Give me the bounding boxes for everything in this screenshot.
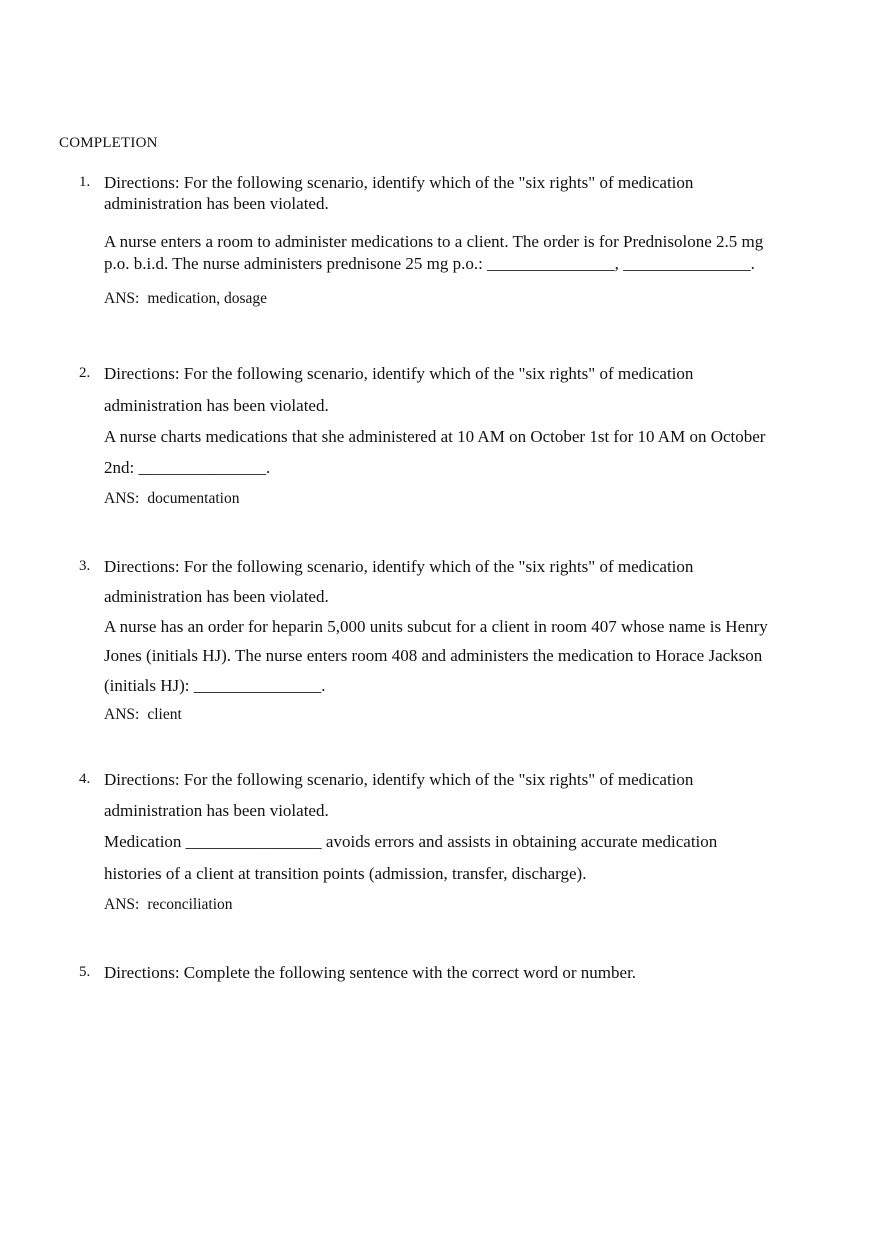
scenario-text-line: 2nd: _______________. <box>104 458 271 477</box>
question-number: 3. <box>79 558 91 574</box>
scenario-text-line: Jones (initials HJ). The nurse enters room 408 and administers the medication to Horace Jackson <box>104 646 763 665</box>
question-text-line: Directions: For the following scenario, identify which of the "six rights" of medication <box>104 557 694 576</box>
question-number: 5. <box>79 964 91 980</box>
answer-label: ANS: <box>104 706 140 723</box>
answer-label: ANS: <box>104 490 140 507</box>
question-text-line: administration has been violated. <box>104 396 329 415</box>
question-text-line: administration has been violated. <box>104 194 329 213</box>
question-text-line: Directions: For the following scenario, identify which of the "six rights" of medication <box>104 770 694 789</box>
answer-value: documentation <box>147 490 240 507</box>
answer-value: client <box>147 706 182 723</box>
answer-line <box>104 290 267 308</box>
question-text-line: Directions: Complete the following sentence with the correct word or number. <box>104 963 637 982</box>
section-heading: COMPLETION <box>59 135 158 151</box>
scenario-text-line: (initials HJ): _______________. <box>104 676 326 695</box>
answer-line <box>104 706 182 724</box>
answer-line <box>104 490 239 508</box>
question-number: 2. <box>79 365 91 381</box>
scenario-text-line: A nurse charts medications that she administered at 10 AM on October 1st for 10 AM on October <box>104 427 766 446</box>
answer-label: ANS: <box>104 290 140 307</box>
question-text-line: administration has been violated. <box>104 801 329 820</box>
scenario-text-line: Medication ________________ avoids errors and assists in obtaining accurate medication <box>104 832 718 851</box>
question-number: 1. <box>79 174 91 190</box>
question-number: 4. <box>79 771 91 787</box>
answer-value: reconciliation <box>147 896 233 913</box>
answer-value: medication, dosage <box>147 290 267 307</box>
answer-label: ANS: <box>104 896 140 913</box>
question-text-line: administration has been violated. <box>104 587 329 606</box>
scenario-text-line: histories of a client at transition points (admission, transfer, discharge). <box>104 864 587 883</box>
question-text-line: Directions: For the following scenario, identify which of the "six rights" of medication <box>104 173 694 192</box>
question-text-line: Directions: For the following scenario, identify which of the "six rights" of medication <box>104 364 694 383</box>
answer-line <box>104 896 233 914</box>
scenario-text-line: A nurse has an order for heparin 5,000 units subcut for a client in room 407 whose name is Henry <box>104 617 768 636</box>
scenario-text-line: A nurse enters a room to administer medications to a client. The order is for Prednisolone 2.5 mg <box>104 232 764 251</box>
scenario-text-line: p.o. b.i.d. The nurse administers prednisone 25 mg p.o.: _______________, _______________. <box>104 254 755 273</box>
